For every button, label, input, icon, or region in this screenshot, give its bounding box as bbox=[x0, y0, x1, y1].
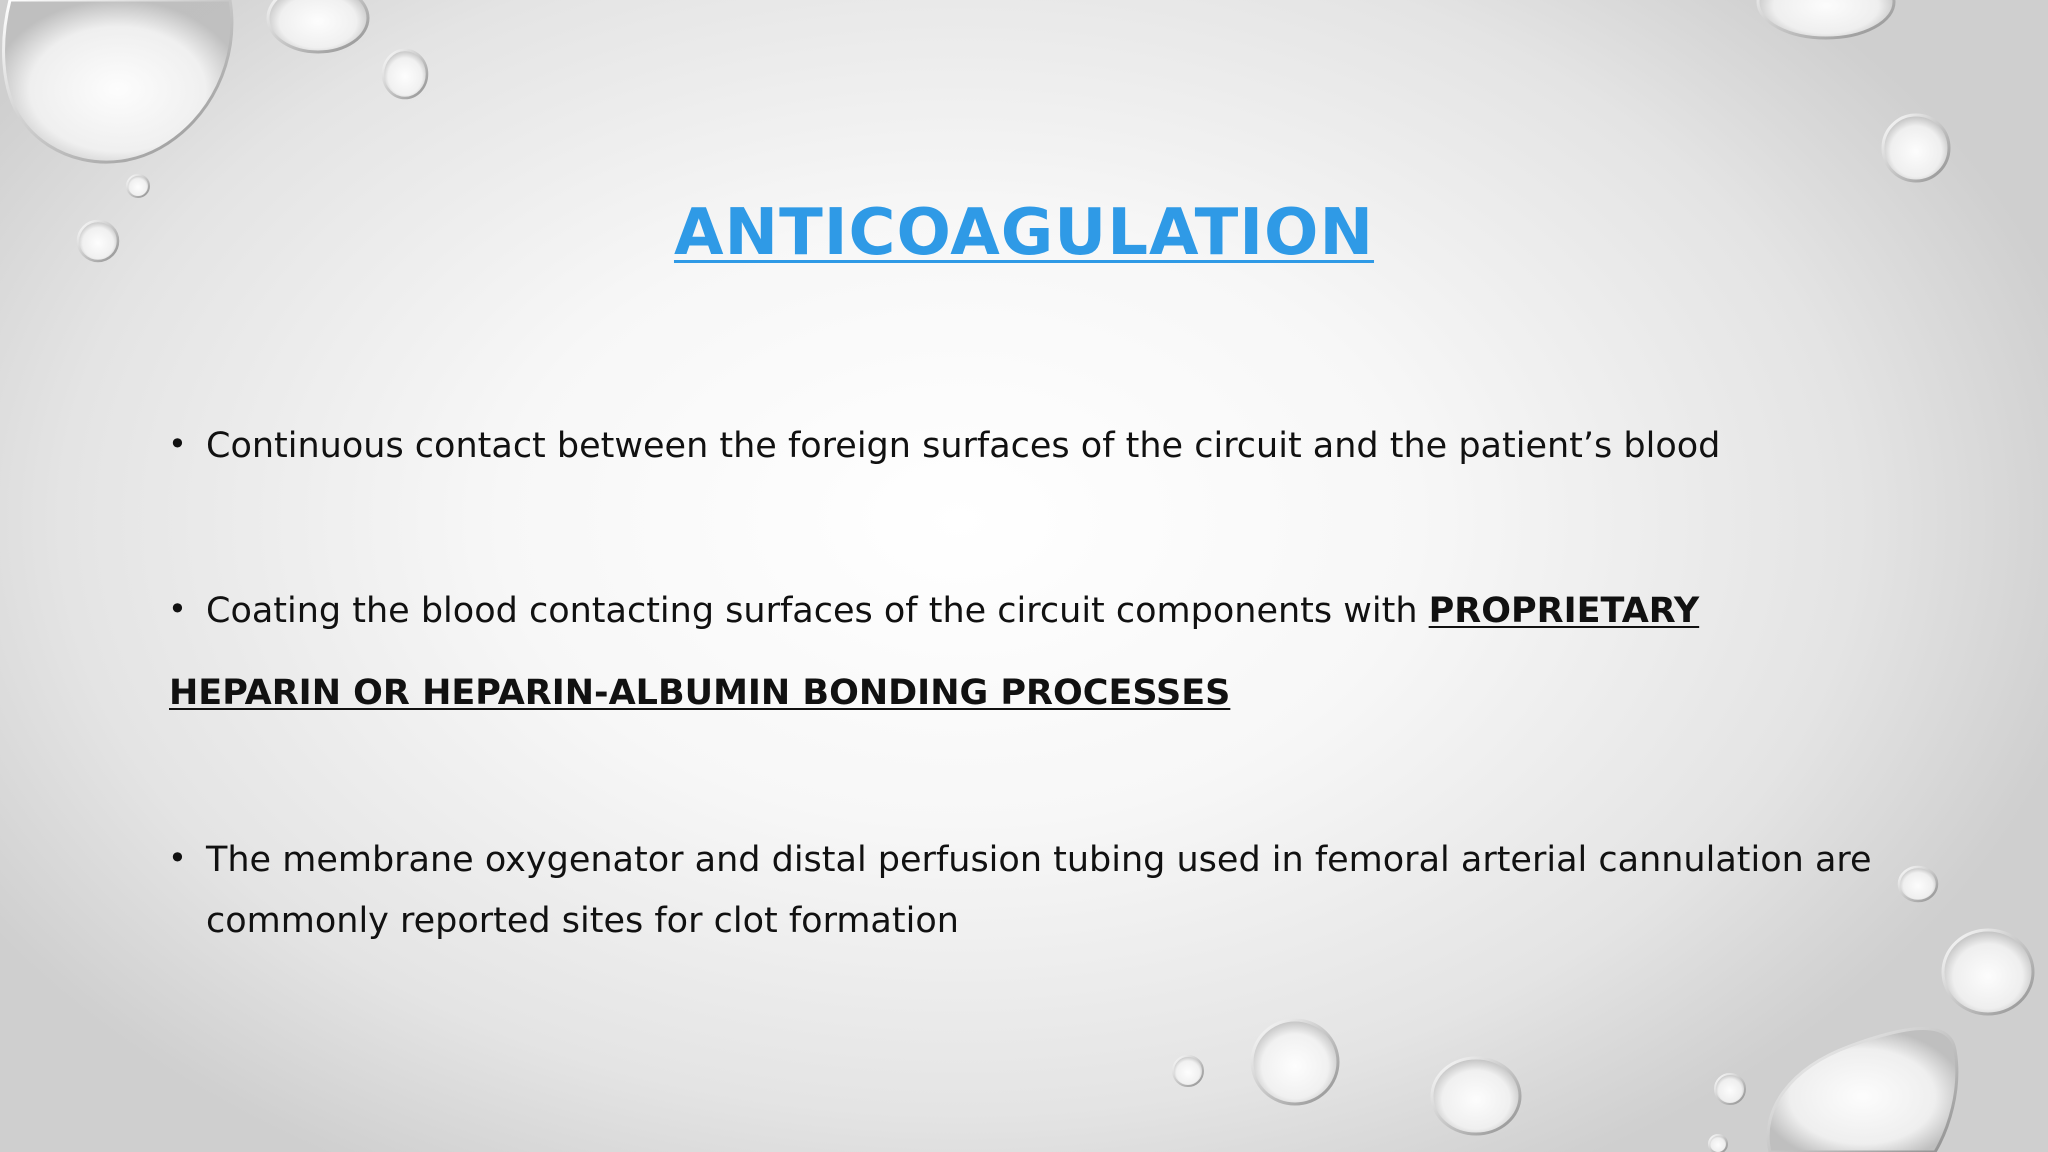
bullet-3-line1: The membrane oxygenator and distal perfusion tubing used in femoral arterial cannulation are bbox=[206, 840, 1872, 880]
bullet-marker: • bbox=[168, 425, 187, 463]
slide-title: ANTICOAGULATION bbox=[673, 196, 1375, 270]
water-drop bbox=[1173, 1056, 1203, 1086]
water-drop bbox=[1758, 0, 1894, 38]
bullet-2-lead: Coating the blood contacting surfaces of the circuit components with bbox=[206, 591, 1429, 631]
water-drop bbox=[268, 0, 368, 52]
water-drop bbox=[1943, 930, 2033, 1014]
water-drop bbox=[1709, 1135, 1727, 1152]
bullet-2-text bbox=[206, 589, 1699, 633]
water-drop bbox=[1715, 1074, 1745, 1104]
water-drop bbox=[1432, 1058, 1520, 1134]
water-drop bbox=[1899, 867, 1937, 901]
water-drop bbox=[1883, 115, 1949, 181]
water-drop bbox=[1768, 1029, 1957, 1152]
bullet-marker: • bbox=[168, 590, 187, 628]
water-drop bbox=[383, 50, 427, 98]
bullet-2-emphasis: PROPRIETARY bbox=[1428, 591, 1700, 631]
water-drop bbox=[1252, 1020, 1338, 1104]
water-drop bbox=[127, 175, 149, 197]
bullet-1-text: Continuous contact between the foreign surfaces of the circuit and the patient’s blood bbox=[206, 426, 1721, 466]
water-drop bbox=[4, 0, 232, 162]
bullet-3-line2: commonly reported sites for clot formation bbox=[206, 901, 959, 941]
bullet-marker: • bbox=[168, 839, 187, 877]
bullet-2-continuation: HEPARIN OR HEPARIN-ALBUMIN BONDING PROCESSES bbox=[169, 673, 1231, 713]
